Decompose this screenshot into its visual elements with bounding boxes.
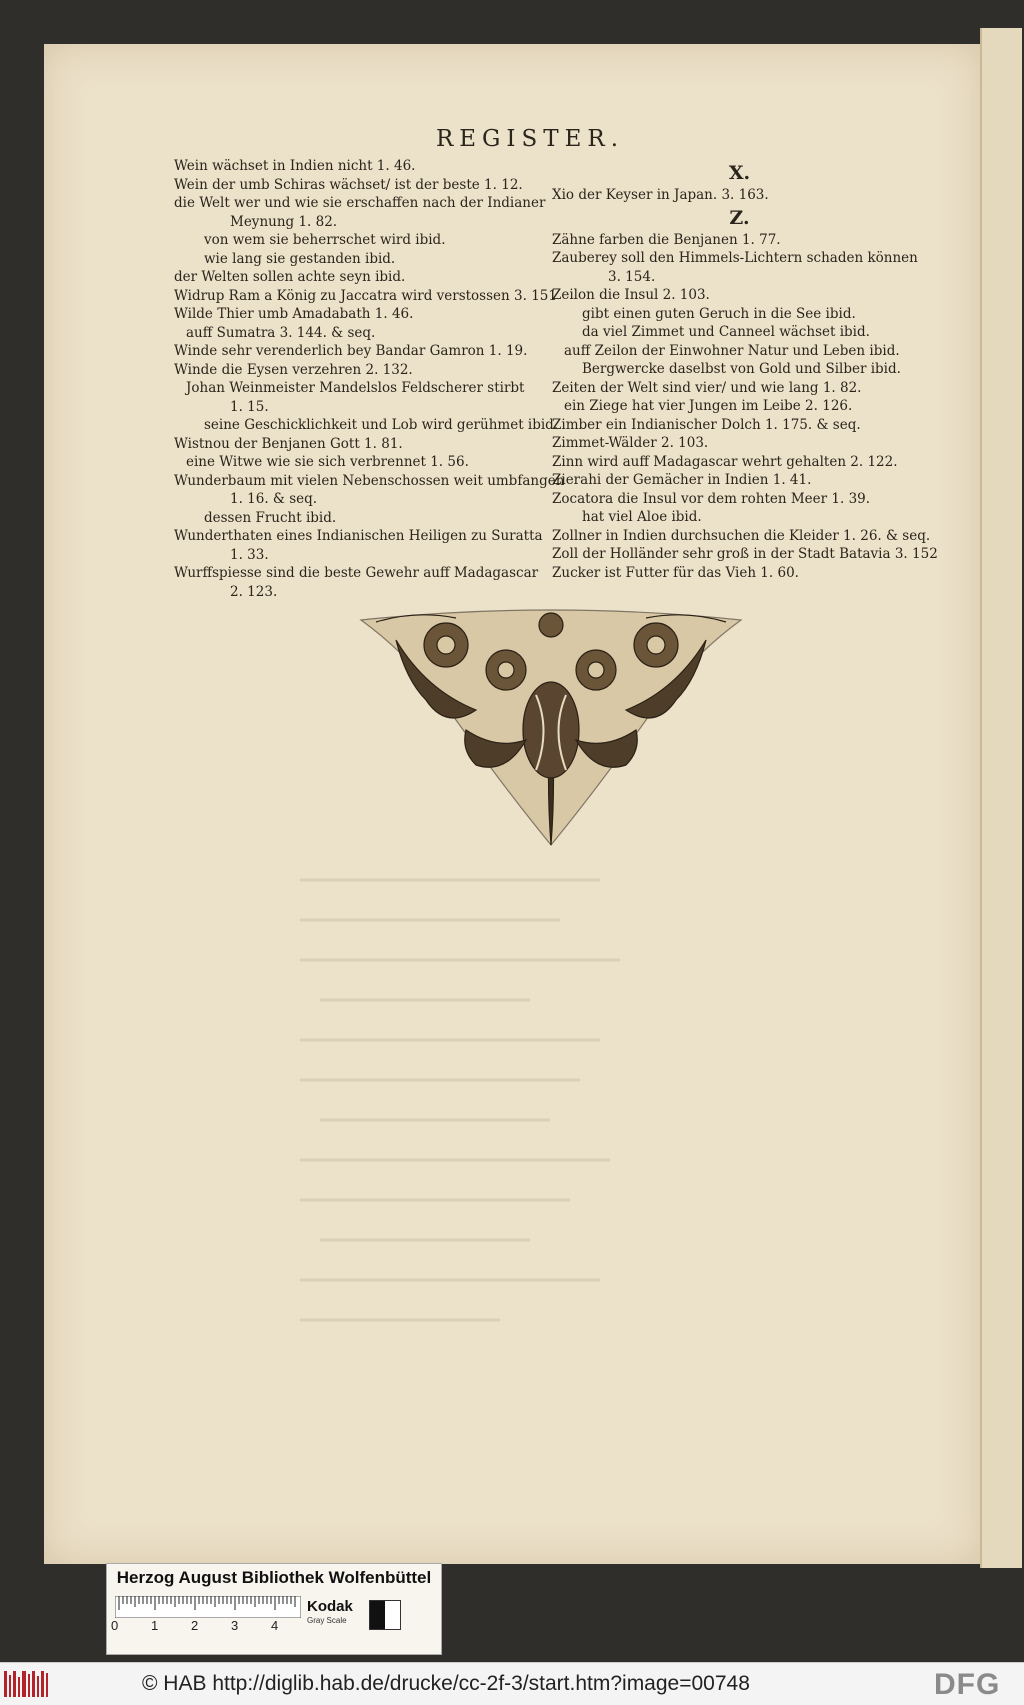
register-entry: ein Ziege hat vier Jungen im Leibe 2. 126. (564, 398, 853, 414)
show-through-text (200, 860, 760, 1360)
ruler-number: 2 (191, 1618, 199, 1633)
register-entry: Winde die Eysen verzehren 2. 132. (174, 361, 413, 378)
register-entry: Wilde Thier umb Amadabath 1. 46. (174, 306, 414, 322)
register-entry: Zollner in Indien durchsuchen die Kleider 1. 26. & seq. (552, 527, 931, 544)
barcode-icon (4, 1671, 48, 1697)
section-letter: Z. (729, 206, 750, 229)
register-entry: Xio der Keyser in Japan. 3. 163. (552, 187, 769, 203)
register-entry: Bergwercke daselbst von Gold und Silber ibid. (582, 361, 901, 377)
gray-scale-label: Gray Scale (307, 1616, 347, 1625)
register-entry: 2. 123. (230, 583, 278, 600)
section-letter: X. (728, 162, 751, 184)
dfg-logo: DFG (934, 1668, 1001, 1701)
register-entry: eine Witwe wie sie sich verbrennet 1. 56. (186, 454, 469, 470)
register-entry: Wistnou der Benjanen Gott 1. 81. (174, 435, 403, 452)
register-entry: dessen Frucht ibid. (204, 509, 337, 526)
register-entry: 1. 15. (230, 398, 269, 415)
register-entry: Johan Weinmeister Mandelslos Feldscherer stirbt (186, 380, 525, 396)
register-entry: Zinn wird auff Madagascar wehrt gehalten 2. 122. (552, 453, 898, 470)
register-entry: Zauberey soll den Himmels-Lichtern schaden können (552, 250, 918, 266)
register-entry: seine Geschicklichkeit und Lob wird gerühmet ibid. (204, 417, 559, 433)
ruler-number: 0 (111, 1618, 119, 1633)
register-entry: Wein der umb Schiras wächset/ ist der beste 1. 12. (174, 176, 523, 193)
ruler-number: 3 (231, 1618, 239, 1633)
register-entry: auff Zeilon der Einwohner Natur und Leben ibid. (564, 342, 900, 359)
footer-bar (0, 1662, 1024, 1705)
register-entry: 3. 154. (608, 268, 656, 285)
ruler-icon (115, 1596, 301, 1618)
ruler-number: 4 (271, 1618, 279, 1633)
register-entry: Meynung 1. 82. (230, 213, 338, 230)
library-name: Herzog August Bibliothek Wolfenbüttel (116, 1568, 432, 1587)
ruler-number: 1 (151, 1618, 159, 1633)
register-entry: Zimber ein Indianischer Dolch 1. 175. & seq. (552, 416, 861, 433)
register-entry: gibt einen guten Geruch in die See ibid. (582, 305, 856, 322)
register-entry: Wunderthaten eines Indianischen Heiligen zu Suratta (174, 528, 543, 544)
register-entry: Wein wächset in Indien nicht 1. 46. (174, 158, 416, 174)
register-entry: Wunderbaum mit vielen Nebenschossen weit umbfangen (174, 472, 565, 489)
register-entry: Zeiten der Welt sind vier/ und wie lang 1. 82. (552, 379, 862, 396)
page-heading: REGISTER. (435, 126, 625, 152)
register-entry: 1. 16. & seq. (230, 491, 318, 507)
register-entry: wie lang sie gestanden ibid. (204, 250, 396, 267)
register-entry: Zierahi der Gemächer in Indien 1. 41. (552, 472, 812, 488)
register-entry: Zucker ist Futter für das Vieh 1. 60. (552, 564, 799, 581)
register-entry: Zoll der Holländer sehr groß in der Stadt Batavia 3. 152 (552, 546, 938, 562)
register-entry: Widrup Ram a König zu Jaccatra wird verstossen 3. 151 (174, 287, 557, 304)
floral-ornament-icon (356, 600, 746, 850)
register-entry: von wem sie beherrschet wird ibid. (204, 232, 446, 248)
register-entry: auff Sumatra 3. 144. & seq. (186, 324, 376, 341)
register-entry: 1. 33. (230, 546, 269, 563)
floral-ornament (356, 600, 746, 850)
kodak-brand: Kodak (307, 1598, 353, 1615)
library-label (106, 1563, 442, 1655)
register-entry: Zähne farben die Benjanen 1. 77. (552, 231, 781, 248)
register-column-right (552, 160, 938, 582)
register-entry: Zocatora die Insul vor dem rohten Meer 1. 39. (552, 490, 871, 507)
register-entry: hat viel Aloe ibid. (582, 509, 702, 525)
register-entry: Zimmet-Wälder 2. 103. (552, 435, 709, 451)
gray-scale-swatch (369, 1600, 401, 1630)
register-entry: der Welten sollen achte seyn ibid. (174, 269, 406, 285)
register-entry: Zeilon die Insul 2. 103. (552, 287, 710, 303)
register-entry: da viel Zimmet und Canneel wächset ibid. (582, 324, 870, 340)
footer-source-link[interactable]: © HAB http://diglib.hab.de/drucke/cc-2f-3/start.htm?image=00748 (142, 1672, 750, 1695)
register-entry: die Welt wer und wie sie erschaffen nach der Indianer (174, 195, 546, 211)
register-entry: Winde sehr verenderlich bey Bandar Gamron 1. 19. (174, 343, 528, 359)
next-page-edge (980, 28, 1022, 1568)
register-entry: Wurffspiesse sind die beste Gewehr auff Madagascar (174, 565, 539, 581)
register-column-left (174, 157, 565, 601)
